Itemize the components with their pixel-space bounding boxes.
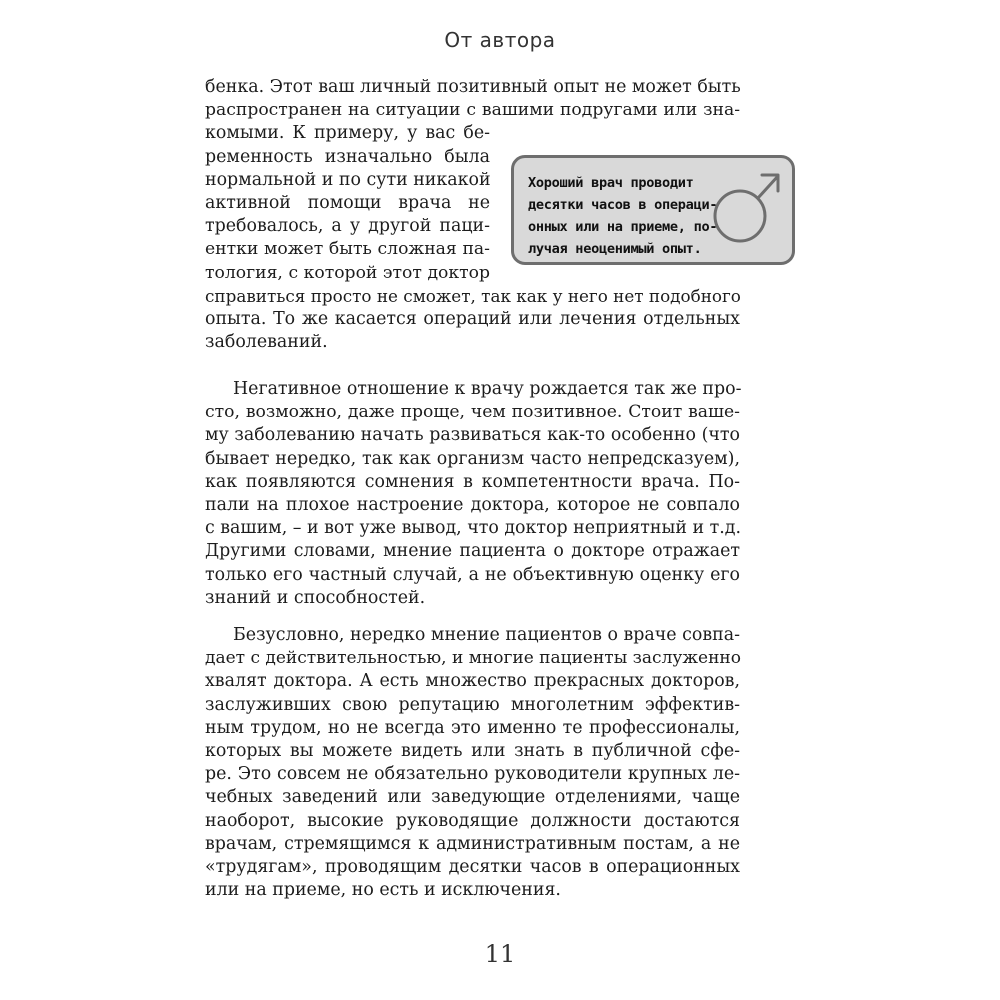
text-line: хвалят доктора. А есть множество прекрасных докторов, xyxy=(205,671,740,692)
text-line: бенка. Этот ваш личный позитивный опыт не может быть xyxy=(205,77,741,97)
text-line: Безусловно, нередко мнение пациентов о враче совпа- xyxy=(233,625,740,645)
text-line: наоборот, высокие руководящие должности достаются xyxy=(205,810,740,831)
text-line: нормальной и по сути никакой xyxy=(205,169,491,190)
paragraph-3 xyxy=(205,624,740,902)
text-line: ентки может быть сложная па- xyxy=(205,239,490,260)
text-line: врачам, стремящимся к административным постам, а не xyxy=(205,833,740,854)
page-number: 11 xyxy=(484,940,516,968)
text-line: заболеваний. xyxy=(205,332,328,353)
text-line: Другими словами, мнение пациента о докторе отражает xyxy=(205,541,740,562)
text-line: дает с действительностью, и многие пациенты заслуженно xyxy=(205,648,741,669)
text-line: справиться просто не сможет, так как у него нет подобного xyxy=(205,285,741,306)
text-line: чебных заведений или заведующие отделениями, чаще xyxy=(205,787,740,808)
text-line: бывает нередко, так как организм часто непредсказуем), xyxy=(205,448,740,469)
text-line: ременность изначально была xyxy=(205,146,490,167)
text-line: му заболеванию начать развиваться как-то особенно (что xyxy=(205,425,740,446)
text-line: ным трудом, но не всегда это именно те профессионалы, xyxy=(205,717,740,738)
text-line: или на приеме, но есть и исключения. xyxy=(205,880,561,901)
paragraph-2 xyxy=(205,378,740,610)
text-line: с вашим, – и вот уже вывод, что доктор неприятный и т.д. xyxy=(205,518,741,539)
callout-box xyxy=(511,155,795,265)
text-line: как появляются сомнения в компетентности врача. По- xyxy=(205,471,740,492)
text-line: знаний и способностей. xyxy=(205,587,426,608)
text-line: опыта. То же касается операций или лечения отдельных xyxy=(205,308,740,329)
text-line: только его частный случай, а не объективную оценку его xyxy=(205,564,740,585)
running-head-title: От автора xyxy=(444,28,556,52)
text-line: «трудягам», проводящим десятки часов в операционных xyxy=(205,856,740,877)
text-line: ре. Это совсем не обязательно руководители крупных ле- xyxy=(205,764,740,785)
text-line: пали на плохое настроение доктора, которое не совпало xyxy=(205,494,740,515)
text-line: сто, возможно, даже проще, чем позитивное. Стоит ваше- xyxy=(205,402,740,423)
callout-line: лучая неоценимый опыт. xyxy=(528,241,702,257)
text-line: которых вы можете видеть или знать в публичной сфе- xyxy=(205,740,740,761)
callout-line: онных или на приеме, по- xyxy=(528,219,718,235)
text-line: тология, с которой этот доктор xyxy=(205,262,490,283)
text-line: заслуживших свою репутацию многолетним эффектив- xyxy=(205,694,740,715)
callout-text xyxy=(528,172,728,260)
text-line: активной помощи врача не xyxy=(205,192,490,213)
text-line: распространен на ситуации с вашими подругами или зна- xyxy=(205,100,740,121)
text-line: комыми. К примеру, у вас бе- xyxy=(205,123,490,144)
male-symbol-icon xyxy=(708,168,784,248)
text-line: требовалось, а у другой паци- xyxy=(205,216,490,237)
text-line: Негативное отношение к врачу рождается так же про- xyxy=(233,379,742,399)
callout-line: десятки часов в операци- xyxy=(528,197,718,213)
callout-line: Хороший врач проводит xyxy=(528,175,694,191)
